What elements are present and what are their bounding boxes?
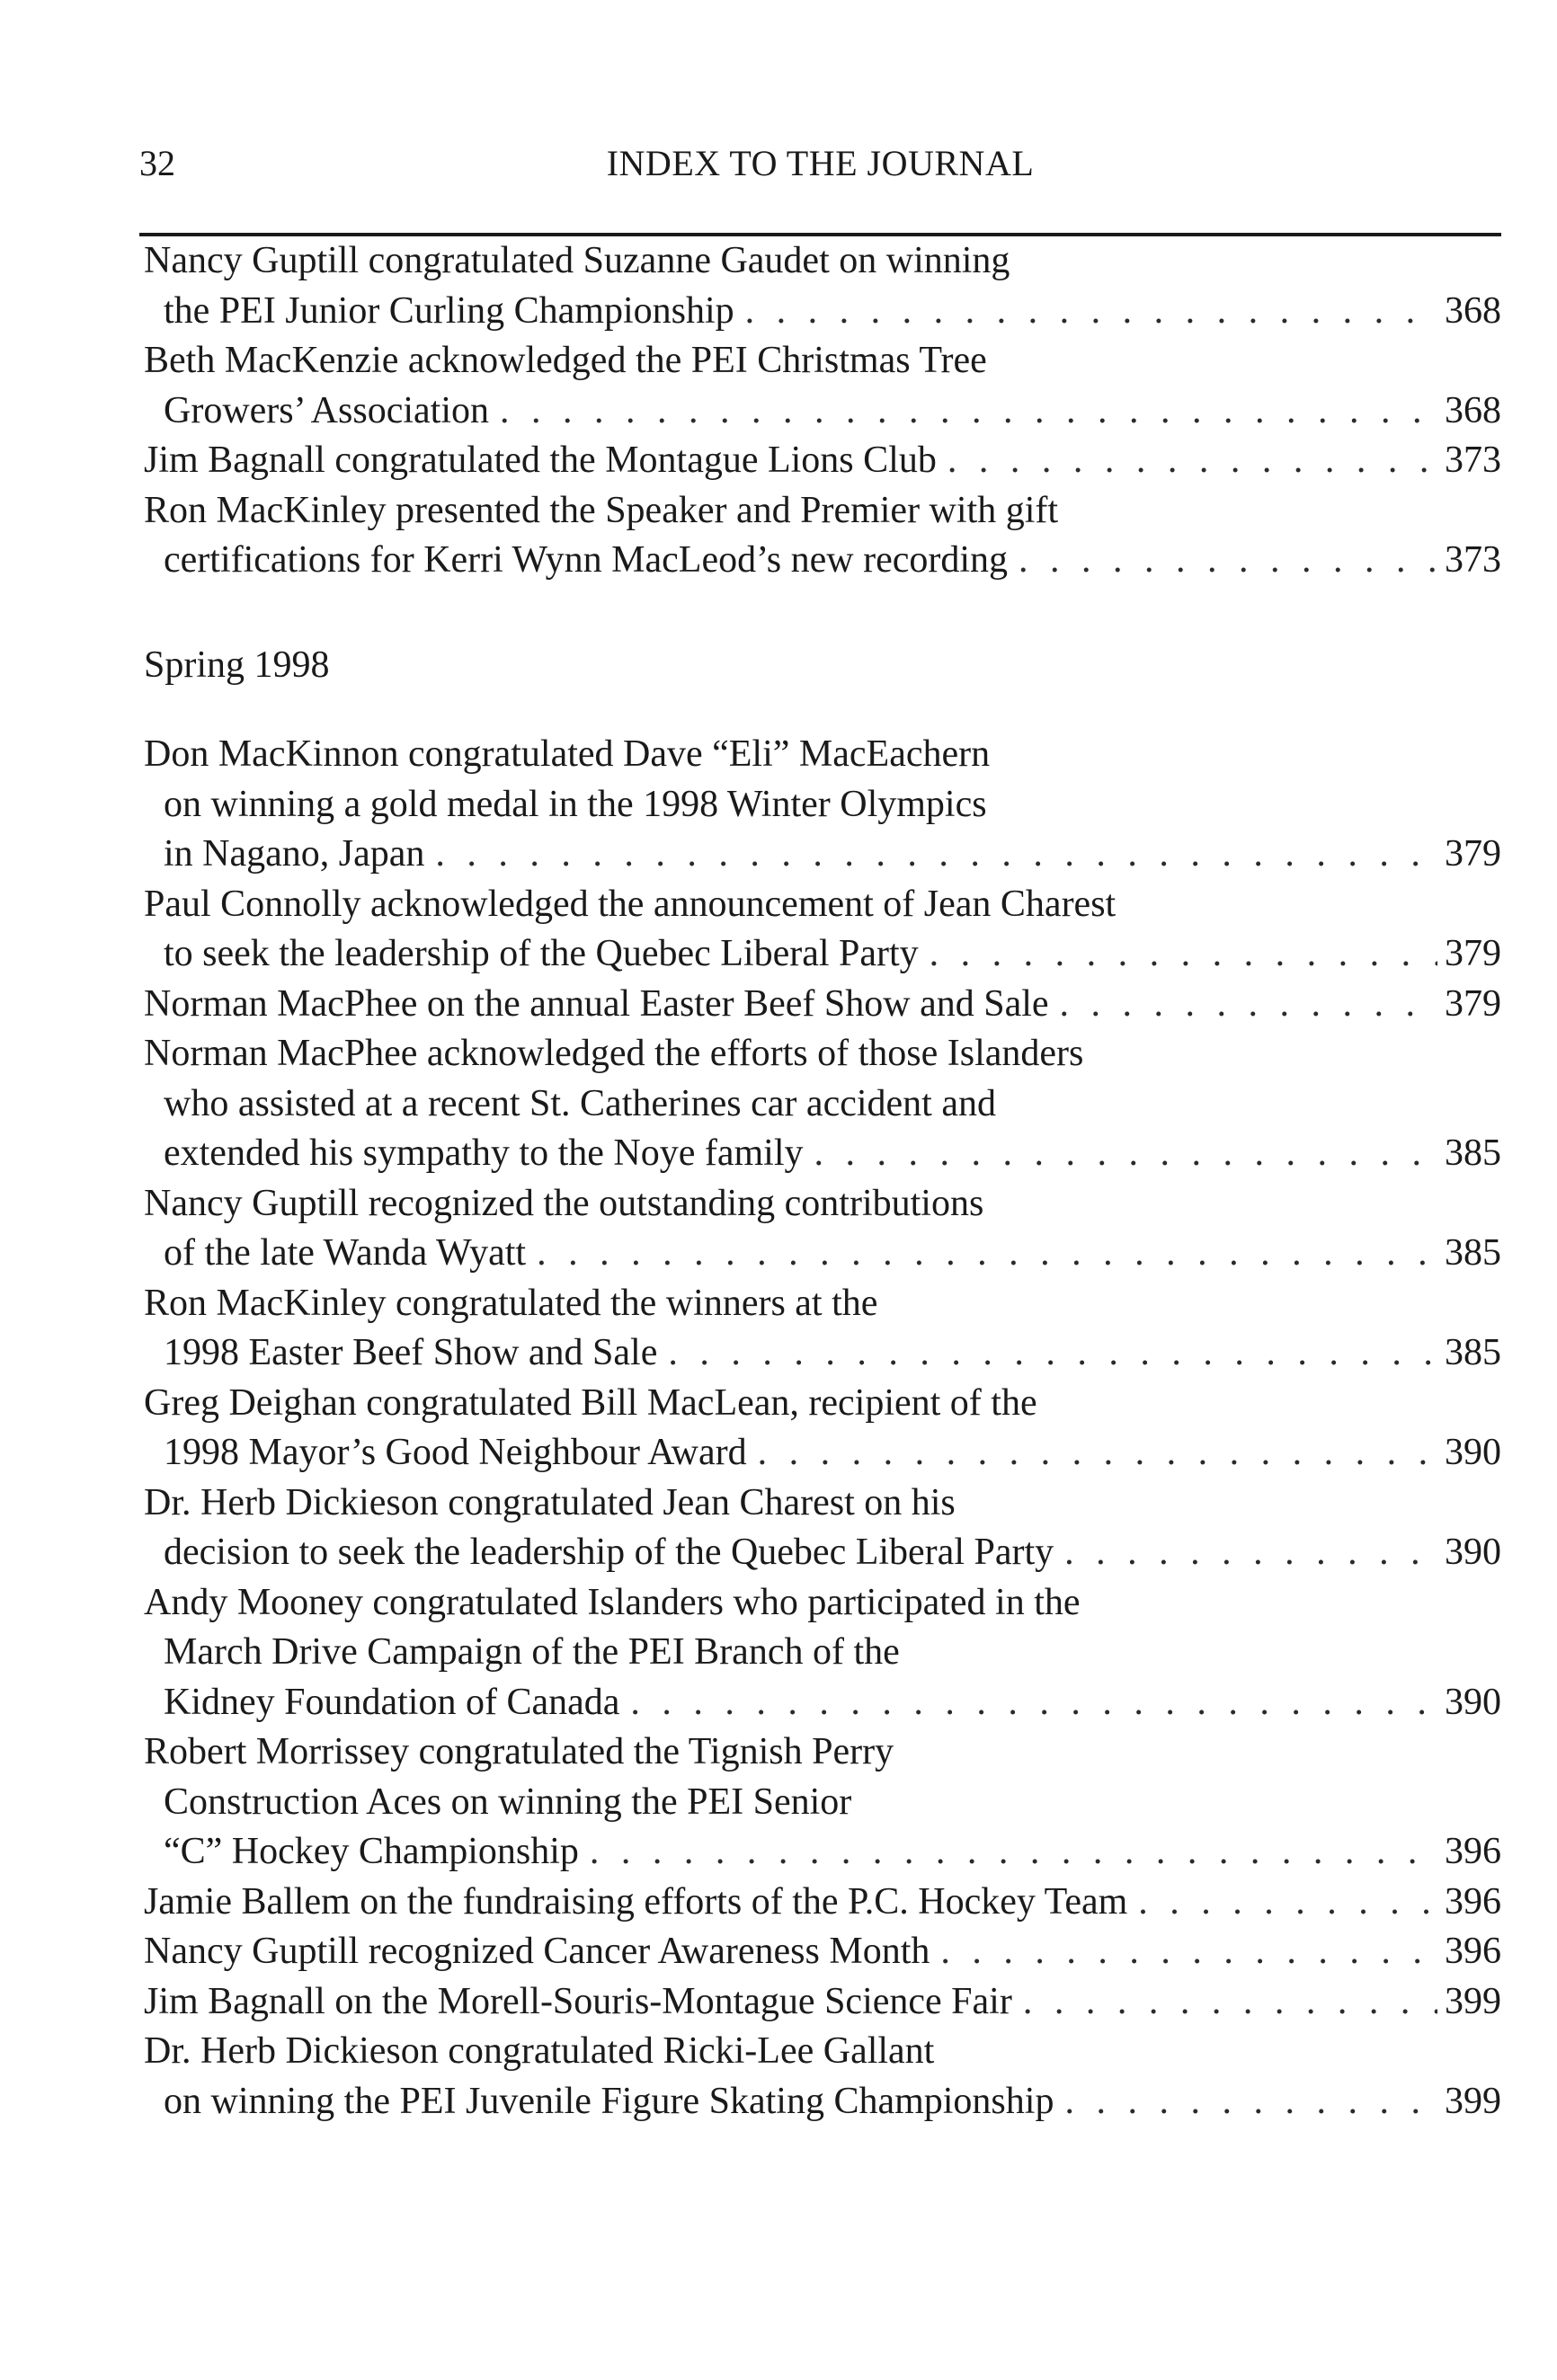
- index-entry: [144, 486, 1501, 586]
- entry-first-line: [144, 1977, 1501, 2028]
- entry-page-reference: 390: [1445, 1532, 1501, 1573]
- entry-text: “C” Hockey Championship: [164, 1831, 579, 1872]
- index-entries-top: [144, 236, 1501, 586]
- entry-continuation-line: [144, 386, 1501, 437]
- entry-text: Greg Deighan congratulated Bill MacLean, recipient of the: [144, 1381, 1037, 1424]
- entry-text: Jamie Ballem on the fundraising efforts of the P.C. Hockey Team: [144, 1880, 1128, 1923]
- entry-page-reference: 396: [1445, 1880, 1501, 1923]
- dot-leader: [814, 1129, 1437, 1179]
- entry-text: Nancy Guptill congratulated Suzanne Gaudet on winning: [144, 240, 1010, 281]
- entry-page-reference: 379: [1445, 982, 1501, 1025]
- index-entry: [144, 236, 1501, 336]
- entry-first-line: [144, 880, 1501, 930]
- dot-leader: [758, 1428, 1437, 1479]
- dot-leader: [1064, 1528, 1437, 1578]
- entry-continuation-line: [144, 929, 1501, 980]
- entry-continuation-line: [144, 287, 1501, 337]
- entry-first-line: [144, 2027, 1501, 2077]
- entry-first-line: [144, 436, 1501, 486]
- entry-first-line: [144, 730, 1501, 780]
- entry-page-reference: 373: [1445, 539, 1501, 581]
- entry-continuation-line: [144, 536, 1501, 586]
- page-number: 32: [139, 143, 175, 183]
- dot-leader: [630, 1678, 1437, 1728]
- dot-leader: [1060, 980, 1437, 1030]
- index-entry: [144, 1977, 1501, 2028]
- index-entry: [144, 730, 1501, 880]
- entry-text: Paul Connolly acknowledged the announcement of Jean Charest: [144, 883, 1117, 925]
- index-entry: [144, 2027, 1501, 2127]
- entry-page-reference: 385: [1445, 1232, 1501, 1274]
- entry-text: Andy Mooney congratulated Islanders who participated in the: [144, 1581, 1081, 1623]
- entry-continuation-line: [144, 1628, 1501, 1678]
- index-entry: [144, 1727, 1501, 1878]
- entry-first-line: [144, 336, 1501, 386]
- entry-text: in Nagano, Japan: [164, 833, 425, 875]
- entry-text: Ron MacKinley presented the Speaker and Premier with gift: [144, 489, 1059, 531]
- entry-text: certifications for Kerri Wynn MacLeod’s new recording: [164, 539, 1009, 581]
- entry-continuation-line: [144, 1229, 1501, 1279]
- entry-first-line: [144, 486, 1501, 537]
- entry-page-reference: 379: [1445, 833, 1501, 875]
- dot-leader: [435, 830, 1437, 880]
- entry-continuation-line: [144, 780, 1501, 830]
- entry-continuation-line: [144, 1827, 1501, 1878]
- entry-first-line: [144, 1479, 1501, 1529]
- dot-leader: [745, 287, 1437, 337]
- entry-text: 1998 Mayor’s Good Neighbour Award: [164, 1432, 747, 1473]
- entry-text: Jim Bagnall congratulated the Montague Lions Club: [144, 440, 937, 481]
- dot-leader: [948, 436, 1437, 486]
- dot-leader: [930, 929, 1437, 980]
- entry-continuation-line: [144, 1428, 1501, 1479]
- entry-text: March Drive Campaign of the PEI Branch of the: [164, 1631, 900, 1673]
- index-entry: [144, 1479, 1501, 1578]
- index-entry: [144, 1927, 1501, 1977]
- dot-leader: [1023, 1977, 1437, 2028]
- entry-text: on winning a gold medal in the 1998 Winter Olympics: [164, 783, 987, 825]
- dot-leader: [1138, 1878, 1437, 1928]
- section-heading-spring-1998: Spring 1998: [144, 644, 330, 686]
- entry-text: of the late Wanda Wyatt: [164, 1232, 527, 1274]
- entry-text: Don MacKinnon congratulated Dave “Eli” MacEachern: [144, 733, 991, 775]
- entry-first-line: [144, 980, 1501, 1030]
- entry-text: the PEI Junior Curling Championship: [164, 289, 734, 332]
- entry-text: Growers’ Association: [164, 389, 489, 431]
- entry-page-reference: 368: [1445, 389, 1501, 431]
- entry-text: Robert Morrissey congratulated the Tignish Perry: [144, 1731, 894, 1772]
- entry-page-reference: 399: [1445, 1980, 1501, 2022]
- entry-text: on winning the PEI Juvenile Figure Skating Championship: [164, 2080, 1054, 2122]
- entry-text: to seek the leadership of the Quebec Liberal Party: [164, 933, 919, 974]
- entry-text: Dr. Herb Dickieson congratulated Ricki-Lee Gallant: [144, 2030, 935, 2072]
- index-entry: [144, 1578, 1501, 1728]
- index-entry: [144, 880, 1501, 980]
- entry-continuation-line: [144, 1678, 1501, 1728]
- dot-leader: [940, 1927, 1437, 1977]
- index-entry: [144, 1179, 1501, 1279]
- entry-first-line: [144, 1927, 1501, 1977]
- entry-continuation-line: [144, 830, 1501, 880]
- journal-title: INDEX TO THE JOURNAL: [606, 143, 1035, 183]
- entry-first-line: [144, 1179, 1501, 1230]
- entry-first-line: [144, 1578, 1501, 1629]
- entry-text: Nancy Guptill recognized Cancer Awareness Month: [144, 1931, 930, 1972]
- entry-continuation-line: [144, 1528, 1501, 1578]
- dot-leader: [590, 1827, 1437, 1878]
- entry-text: decision to seek the leadership of the Quebec Liberal Party: [164, 1532, 1054, 1573]
- index-entry: [144, 1029, 1501, 1179]
- index-entry: [144, 336, 1501, 436]
- entry-page-reference: 390: [1445, 1432, 1501, 1473]
- entry-text: Ron MacKinley congratulated the winners at the: [144, 1282, 878, 1324]
- entry-continuation-line: [144, 1079, 1501, 1130]
- index-entry: [144, 1279, 1501, 1379]
- entry-page-reference: 379: [1445, 933, 1501, 974]
- index-entry: [144, 436, 1501, 486]
- dot-leader: [668, 1328, 1437, 1379]
- dot-leader: [1019, 536, 1437, 586]
- index-entry: [144, 1379, 1501, 1479]
- entry-page-reference: 399: [1445, 2080, 1501, 2122]
- entry-text: Norman MacPhee on the annual Easter Beef Show and Sale: [144, 982, 1049, 1025]
- dot-leader: [500, 386, 1437, 437]
- entry-page-reference: 373: [1445, 440, 1501, 481]
- entry-continuation-line: [144, 1129, 1501, 1179]
- entry-first-line: [144, 1727, 1501, 1778]
- entry-page-reference: 368: [1445, 289, 1501, 332]
- entry-text: Dr. Herb Dickieson congratulated Jean Charest on his: [144, 1481, 956, 1523]
- entry-text: 1998 Easter Beef Show and Sale: [164, 1332, 658, 1373]
- entry-continuation-line: [144, 2077, 1501, 2127]
- entry-page-reference: 396: [1445, 1931, 1501, 1972]
- entry-text: extended his sympathy to the Noye family: [164, 1132, 804, 1174]
- entry-text: who assisted at a recent St. Catherines car accident and: [164, 1082, 996, 1124]
- entry-text: Norman MacPhee acknowledged the efforts of those Islanders: [144, 1033, 1084, 1074]
- dot-leader: [1064, 2077, 1437, 2127]
- entry-continuation-line: [144, 1778, 1501, 1828]
- index-entries-spring-1998: [144, 730, 1501, 2127]
- running-head: [139, 137, 1501, 191]
- entry-first-line: [144, 1878, 1501, 1928]
- index-entry: [144, 1878, 1501, 1928]
- entry-first-line: [144, 1029, 1501, 1079]
- dot-leader: [537, 1229, 1437, 1279]
- entry-first-line: [144, 236, 1501, 287]
- entry-text: Nancy Guptill recognized the outstanding contributions: [144, 1182, 984, 1224]
- entry-text: Construction Aces on winning the PEI Senior: [164, 1781, 852, 1823]
- entry-page-reference: 390: [1445, 1681, 1501, 1723]
- entry-text: Beth MacKenzie acknowledged the PEI Christmas Tree: [144, 340, 987, 381]
- entry-first-line: [144, 1379, 1501, 1429]
- entry-first-line: [144, 1279, 1501, 1329]
- entry-page-reference: 385: [1445, 1332, 1501, 1373]
- entry-page-reference: 385: [1445, 1132, 1501, 1174]
- entry-continuation-line: [144, 1328, 1501, 1379]
- entry-text: Kidney Foundation of Canada: [164, 1681, 620, 1723]
- index-entry: [144, 980, 1501, 1030]
- entry-page-reference: 396: [1445, 1831, 1501, 1872]
- entry-text: Jim Bagnall on the Morell-Souris-Montague Science Fair: [144, 1980, 1012, 2022]
